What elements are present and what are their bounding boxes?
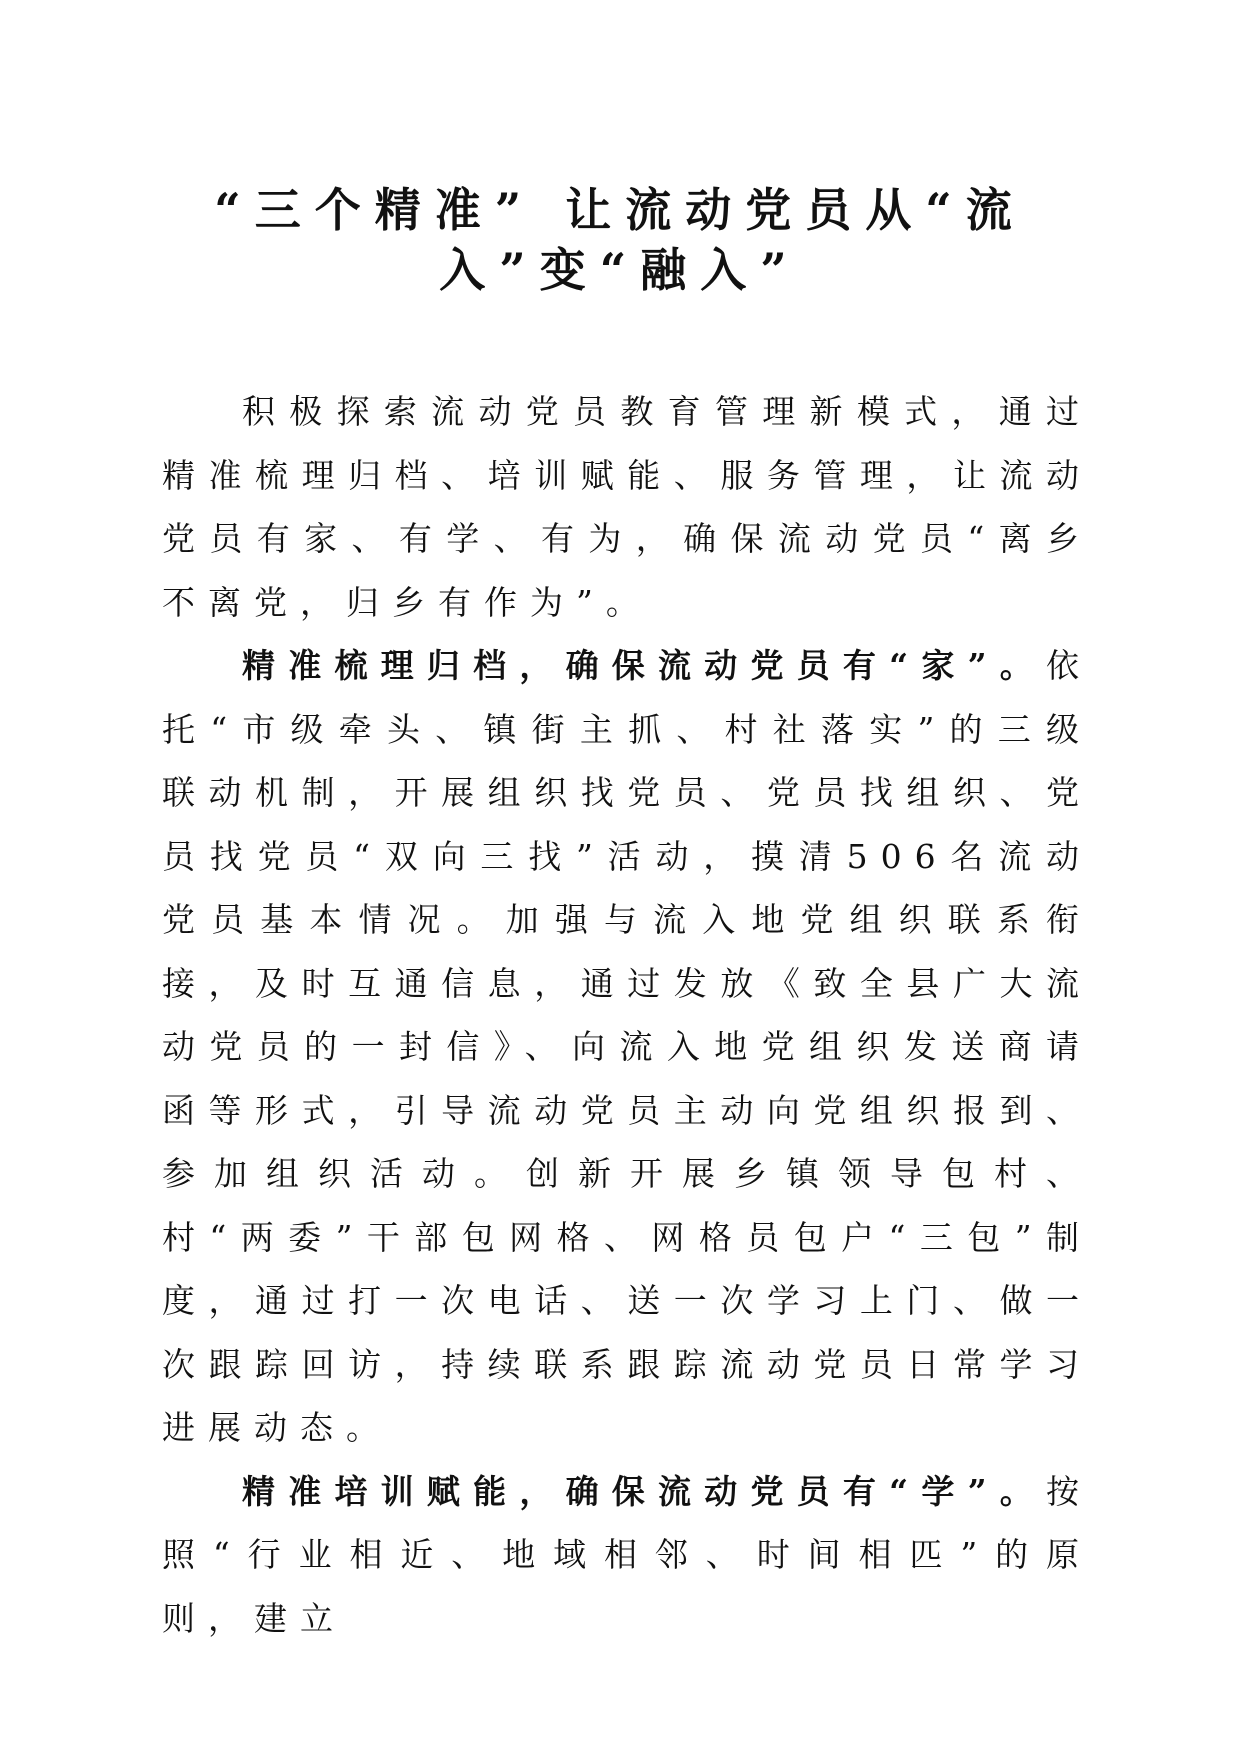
paragraph-intro bbox=[162, 380, 1092, 634]
paragraph-archive-heading: 精准梳理归档，确保流动党员有“家”。 bbox=[242, 646, 1046, 685]
paragraph-training-text: 按照“行业相近、地域相邻、时间相匹”的原则，建立 bbox=[162, 1471, 1092, 1638]
document-body bbox=[162, 380, 1092, 1650]
title-line-2: 入”变“融入” bbox=[439, 243, 801, 297]
paragraph-archive bbox=[162, 634, 1092, 1460]
title-line-1: “三个精准” 让流动党员从“流 bbox=[214, 183, 1026, 237]
paragraph-intro-text: 积极探索流动党员教育管理新模式，通过精准梳理归档、培训赋能、服务管理，让流动党员有家、有学、有为，确保流动党员“离乡不离党，归乡有作为”。 bbox=[162, 392, 1092, 622]
paragraph-archive-text: 依托“市级牵头、镇街主抓、村社落实”的三级联动机制，开展组织找党员、党员找组织、党员找党员“双向三找”活动，摸清506名流动党员基本情况。加强与流入地党组织联系衔接，及时互通信息，通过发放《致全县广大流动党员的一封信》、向流入地党组织发送商请函等形式，引导流动党员主动向党组织报到、参加组织活动。创新开展乡镇领导包村、村“两委”干部包网格、网格员包户“三包”制度，通过打一次电话、送一次学习上门、做一次跟踪回访，持续联系跟踪流动党员日常学习进展动态。 bbox=[162, 646, 1092, 1447]
document-title bbox=[150, 180, 1090, 300]
paragraph-training-heading: 精准培训赋能，确保流动党员有“学”。 bbox=[242, 1471, 1046, 1511]
paragraph-training bbox=[162, 1460, 1092, 1651]
